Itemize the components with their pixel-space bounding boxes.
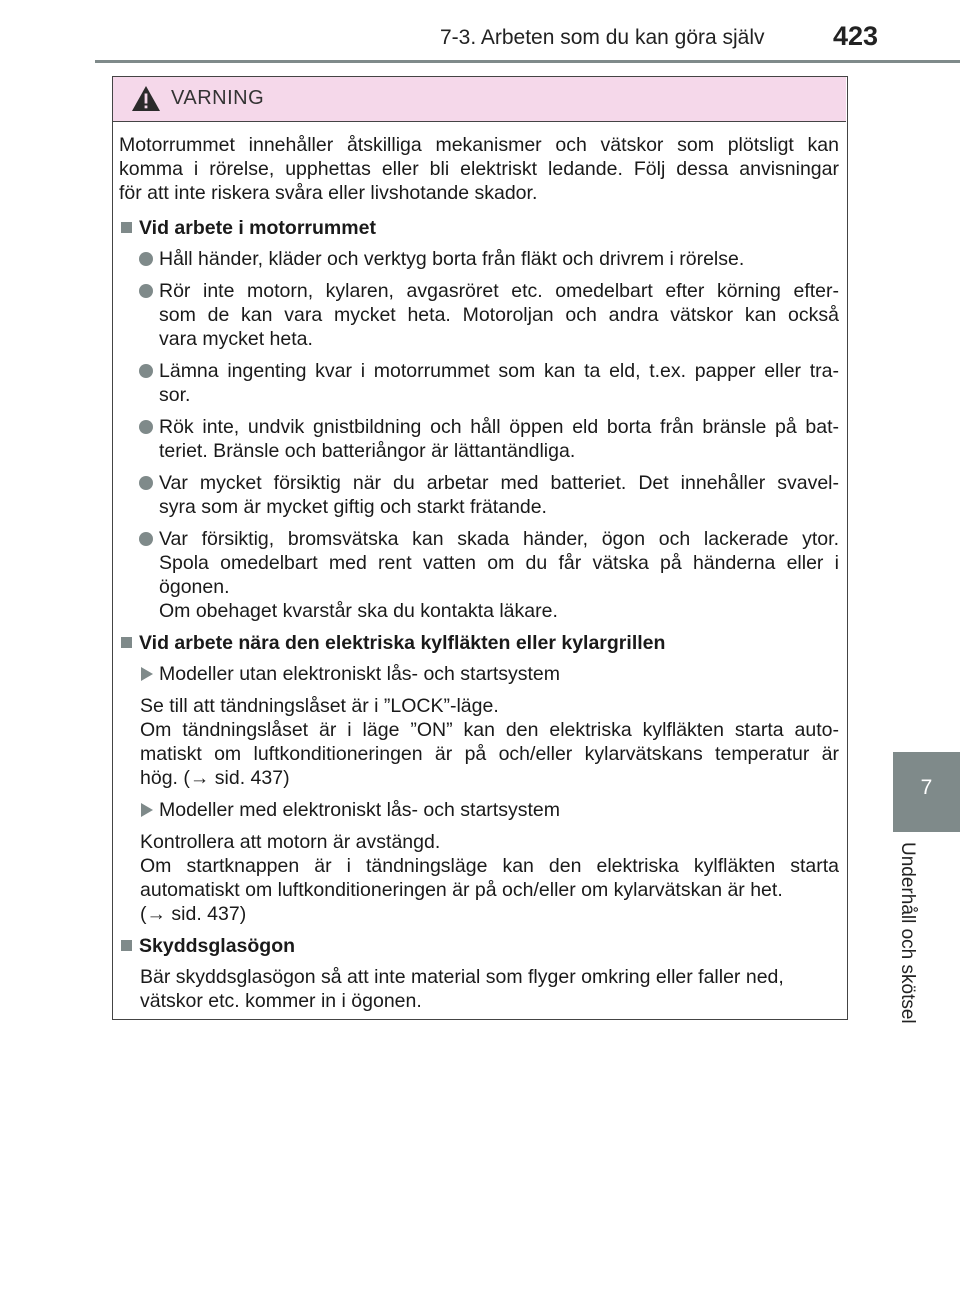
header-rule <box>95 60 960 63</box>
section-heading <box>119 216 839 240</box>
chapter-label <box>892 842 936 1032</box>
triangle-right-icon <box>141 803 153 817</box>
paragraph-line: (→ sid. 437) <box>140 903 247 925</box>
paragraph-line: automatiskt om luftkonditioneringen är på och/eller om kylarvätskan är het. <box>140 879 783 901</box>
paragraph-line: Kontrollera att motorn är avstängd. <box>140 831 441 853</box>
bullet-line: Spola omedelbart med rent vatten om du får vätska på händerna eller i <box>159 552 839 574</box>
triangle-right-icon <box>141 667 153 681</box>
bullet-item <box>119 279 839 351</box>
paragraph-line: Bär skyddsglasögon så att inte material som flyger omkring eller faller ned, <box>140 966 784 988</box>
intro-line: Motorrummet innehåller åtskilliga mekanismer och vätskor som plötsligt kan <box>119 134 839 156</box>
section-heading-text: Skyddsglasögon <box>139 935 296 957</box>
paragraph-line: Om startknappen är i tändningsläge kan den elektriska kylfläkten starta <box>140 855 839 877</box>
square-bullet-icon <box>121 637 132 648</box>
paragraph-line: vätskor etc. kommer in i ögonen. <box>140 990 422 1012</box>
bullet-line: Var försiktig, bromsvätska kan skada händer, ögon och lackerade ytor. <box>159 528 839 550</box>
section-heading <box>119 934 839 958</box>
bullet-item <box>119 359 839 407</box>
paragraph-line: matiskt om luftkonditioneringen är på och/eller kylarvätskans temperatur är <box>140 743 839 765</box>
square-bullet-icon <box>121 222 132 233</box>
paragraph-line: hög. (→ sid. 437) <box>140 767 290 789</box>
chapter-tab <box>893 752 960 832</box>
circle-bullet-icon <box>139 532 153 546</box>
chapter-number: 7 <box>920 776 933 799</box>
bullet-line: syra som är mycket giftig och starkt frätande. <box>159 496 547 518</box>
model-b-paragraph <box>119 830 839 926</box>
circle-bullet-icon <box>139 364 153 378</box>
section-heading <box>119 631 839 655</box>
model-subheading <box>119 798 839 822</box>
circle-bullet-icon <box>139 252 153 266</box>
bullet-line: sor. <box>159 384 191 406</box>
chapter-label-text: Underhåll och skötsel <box>897 842 918 1024</box>
paragraph-line: Se till att tändningslåset är i ”LOCK”-läge. <box>140 695 499 717</box>
bullet-item <box>119 415 839 463</box>
section-heading-text: Vid arbete i motorrummet <box>139 217 376 239</box>
bullet-line: som de kan vara mycket heta. Motoroljan och andra vätskor kan också <box>159 304 839 326</box>
model-subheading-text: Modeller utan elektroniskt lås- och startsystem <box>159 663 560 685</box>
circle-bullet-icon <box>139 420 153 434</box>
bullet-line: vara mycket heta. <box>159 328 313 350</box>
circle-bullet-icon <box>139 476 153 490</box>
warning-box <box>112 76 848 1020</box>
circle-bullet-icon <box>139 284 153 298</box>
warning-title: VARNING <box>171 87 265 109</box>
intro-line: för att inte riskera svåra eller livshotande skador. <box>119 182 538 204</box>
square-bullet-icon <box>121 940 132 951</box>
bullet-line: Rök inte, undvik gnistbildning och håll öppen eld borta från bränsle på bat- <box>159 416 839 438</box>
model-a-paragraph <box>119 694 839 790</box>
warning-content <box>119 133 839 1021</box>
safety-glasses-paragraph <box>119 965 839 1013</box>
warning-header <box>113 77 846 122</box>
model-subheading-text: Modeller med elektroniskt lås- och startsystem <box>159 799 560 821</box>
bullet-line: Håll händer, kläder och verktyg borta från fläkt och drivrem i rörelse. <box>159 248 745 270</box>
model-subheading <box>119 662 839 686</box>
bullet-item <box>119 527 839 623</box>
bullet-line: Lämna ingenting kvar i motorrummet som kan ta eld, t.ex. papper eller tra- <box>159 360 839 382</box>
paragraph-line: Om tändningslåset är i läge ”ON” kan den elektriska kylfläkten starta auto- <box>140 719 839 741</box>
page-number: 423 <box>833 21 879 51</box>
bullet-line: teriet. Bränsle och batteriångor är lättantändliga. <box>159 440 576 462</box>
bullet-item <box>119 471 839 519</box>
section-title: 7-3. Arbeten som du kan göra själv <box>440 26 765 49</box>
bullet-line: Om obehaget kvarstår ska du kontakta läkare. <box>159 600 558 622</box>
bullet-line: Var mycket försiktig när du arbetar med batteriet. Det innehåller svavel- <box>159 472 839 494</box>
bullet-line: Rör inte motorn, kylaren, avgasröret etc. omedelbart efter körning efter- <box>159 280 839 302</box>
bullet-item <box>119 247 839 271</box>
page-header <box>0 0 960 62</box>
section-heading-text: Vid arbete nära den elektriska kylfläkten eller kylargrillen <box>139 632 666 654</box>
bullet-line: ögonen. <box>159 576 230 598</box>
warning-triangle-icon <box>131 85 161 112</box>
intro-paragraph <box>119 133 839 205</box>
intro-line: komma i rörelse, upphettas eller bli elektriskt ledande. Följ dessa anvisningar <box>119 158 839 180</box>
